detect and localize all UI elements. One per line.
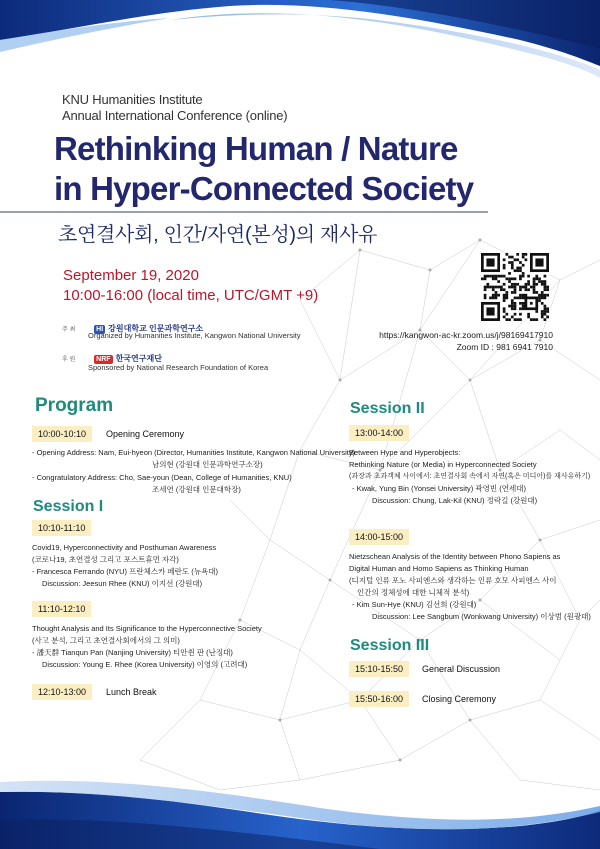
- session-3-talk-2-time: 15:50-16:00: [349, 691, 409, 707]
- s2-talk1-line-1: Between Hype and Hyperobjects:: [349, 448, 461, 457]
- humanities-institute-logo-icon: HI: [96, 326, 104, 333]
- title-line-1: Rethinking Human / Nature: [54, 130, 458, 167]
- institute-name: KNU Humanities Institute: [62, 92, 203, 107]
- event-date: September 19, 2020: [63, 267, 199, 284]
- program-heading: Program: [35, 395, 114, 416]
- session-1-talk-1-time: 10:10-11:10: [32, 520, 91, 536]
- opening-label: Opening Ceremony: [106, 429, 185, 439]
- closing-ceremony-label: Closing Ceremony: [422, 694, 497, 704]
- s1-talk2-line-1: Thought Analysis and Its Significance to the Hyperconnective Society: [32, 624, 262, 633]
- s1-talk1-line-3: - Francesca Ferrando (NYU) 프란체스카 페란도 (뉴욕대): [32, 567, 218, 576]
- zoom-id: Zoom ID : 981 6941 7910: [456, 342, 553, 352]
- s2-talk1-line-3: (과장과 초과객체 사이에서: 초연결사회 속에서 자연(혹은 미디어)를 재사유하기): [349, 473, 591, 480]
- s2-talk1-line-4: - Kwak, Yung Bin (Yonsei University) 곽영빈 (연세대): [352, 484, 526, 493]
- host-english: Organized by Humanities Institute, Kangwon National University: [88, 331, 301, 340]
- general-discussion-label: General Discussion: [422, 664, 501, 674]
- session-1-talk-2-time: 11:10-12:10: [32, 601, 91, 617]
- session-1-heading: Session I: [33, 498, 104, 515]
- s1-talk1-line-4: Discussion: Jeesun Rhee (KNU) 이지선 (강원대): [42, 579, 203, 588]
- lunch-label: Lunch Break: [106, 687, 157, 697]
- s2-talk2-line-6: Discussion: Lee Sangbum (Wonkwang University) 이상범 (원광대): [372, 612, 591, 621]
- title-line-2: in Hyper-Connected Society: [54, 170, 474, 207]
- s2-talk1-line-2: Rethinking Nature (or Media) in Hyperconnected Society: [349, 460, 537, 469]
- s2-talk2-line-5: - Kim Sun-Hye (KNU) 김선희 (강원대): [352, 600, 477, 609]
- sponsor-english: Sponsored by National Research Foundation of Korea: [88, 363, 269, 372]
- event-time: 10:00-16:00 (local time, UTC/GMT +9): [63, 287, 319, 304]
- s1-talk1-line-1: Covid19, Hyperconnectivity and Posthuman Awareness: [32, 543, 217, 552]
- conference-name: Annual International Conference (online): [62, 108, 288, 123]
- nrf-logo-icon: NRF: [96, 356, 111, 363]
- host-name: 강원대학교 인문과학연구소: [108, 324, 204, 333]
- s1-talk2-line-4: Discussion: Young E. Rhee (Korea University) 이영의 (고려대): [42, 660, 248, 669]
- lunch-time-tag: 12:10-13:00: [32, 684, 92, 700]
- opening-line-4: 조세연 (강원대 인문대학장): [152, 485, 241, 494]
- s1-talk2-line-3: - 潘天群 Tianqun Pan (Nanjing University) 티안췬 판 (난징대): [32, 648, 233, 657]
- session-3-talk-1-time: 15:10-15:50: [349, 661, 409, 677]
- s1-talk2-line-2: (사고 분석, 그리고 초연결사회에서의 그 의미): [32, 636, 180, 645]
- opening-time-tag: 10:00-10:10: [32, 426, 92, 442]
- s2-talk2-line-4: 인간의 정체성에 대한 니체적 분석): [357, 588, 470, 597]
- session-2-talk-2-time: 14:00-15:00: [349, 529, 409, 545]
- s1-talk1-line-2: (코로나19, 초연결성 그리고 포스트휴먼 자각): [32, 555, 179, 564]
- zoom-url[interactable]: https://kangwon-ac-kr.zoom.us/j/98169417910: [379, 330, 553, 340]
- host-label: 주 최: [62, 327, 76, 333]
- s2-talk1-line-5: Discussion: Chung, Lak-Kil (KNU) 정락길 (강원대): [372, 496, 538, 505]
- s2-talk2-line-3: (디지털 인류 포노 사피엔스와 생각하는 인류 호모 사피엔스 사이: [349, 576, 557, 585]
- zoom-qr-code[interactable]: [481, 253, 549, 321]
- title-divider: [0, 211, 488, 213]
- sponsor-name: 한국연구재단: [115, 354, 162, 363]
- opening-line-1: - Opening Address: Nam, Eui-hyeon (Director, Humanities Institute, Kangwon National University): [32, 448, 356, 457]
- opening-line-3: - Congratulatory Address: Cho, Sae-youn (Dean, College of Humanities, KNU): [32, 473, 292, 482]
- sponsor-label: 후 원: [62, 357, 76, 363]
- session-3-heading: Session III: [350, 637, 430, 654]
- s2-talk2-line-2: Digital Human and Homo Sapiens as Thinking Human: [349, 564, 529, 573]
- qr-code-icon: [481, 253, 549, 321]
- korean-title: 초연결사회, 인간/자연(본성)의 재사유: [58, 224, 378, 246]
- session-2-heading: Session II: [350, 400, 425, 417]
- s2-talk2-line-1: Nietzschean Analysis of the Identity between Phono Sapiens as: [349, 552, 561, 561]
- session-2-talk-1-time: 13:00-14:00: [349, 425, 409, 441]
- opening-line-2: 남의현 (강원대 인문과학연구소장): [152, 460, 263, 469]
